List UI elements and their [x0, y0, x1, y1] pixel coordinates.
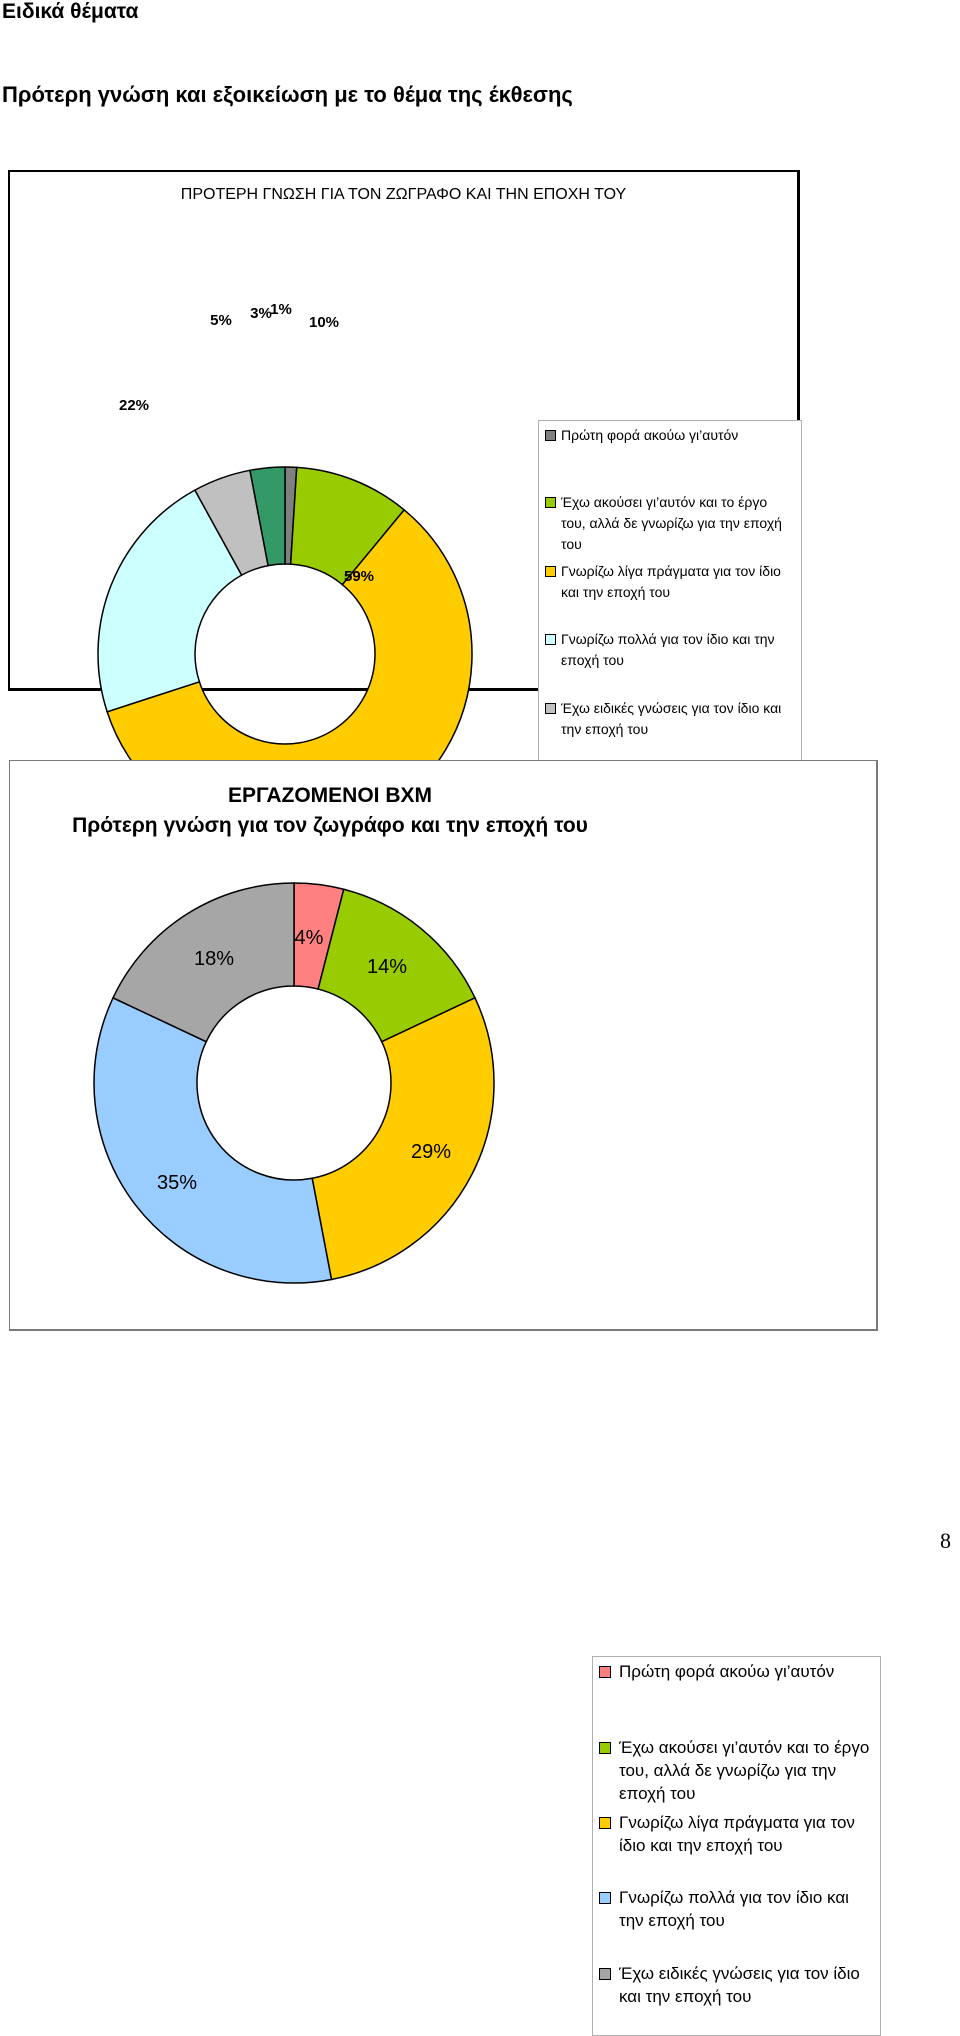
chart-1-data-label-6: 3% [250, 305, 272, 322]
chart-2-legend-label-4: Γνωρίζω πολλά για τον ίδιο και την εποχή του [619, 1888, 849, 1930]
chart-1-data-label-1: 1% [270, 301, 292, 318]
page-number: 8 [940, 1528, 951, 1553]
chart-2-legend-item-5 [599, 1962, 877, 2008]
chart-2-legend-swatch-5 [599, 1968, 611, 1980]
chart-1-data-label-3: 59% [343, 568, 375, 585]
chart-2-legend-label-1: Πρώτη φορά ακούω γι’αυτόν [619, 1662, 835, 1681]
chart-1-frame [8, 170, 800, 737]
chart-1-legend-item-2 [545, 492, 795, 555]
chart-2-legend-label-2: Έχω ακούσει γι’αυτόν και το έργο του, αλλά δε γνωρίζω για την εποχή του [619, 1738, 870, 1803]
chart-1-legend-label-4: Γνωρίζω πολλά για τον ίδιο και την εποχή του [561, 631, 775, 668]
chart-2-subtitle: Πρότερη γνώση για τον ζωγράφο και την εποχή του [72, 814, 588, 837]
chart-2-legend-label-3: Γνωρίζω λίγα πράγματα για τον ίδιο και την εποχή του [619, 1813, 855, 1855]
chart-2-frame [9, 760, 878, 2006]
chart-2-legend [592, 1656, 881, 2036]
chart-2-data-label-4: 35% [156, 1172, 198, 1194]
chart-2-slice-3 [312, 998, 494, 1280]
chart-1-legend-item-4 [545, 629, 795, 671]
chart-1-data-label-2: 10% [308, 314, 340, 331]
chart-1-legend-swatch-3 [545, 566, 556, 577]
chart-1-plot [10, 172, 530, 688]
chart-2-legend-item-1 [599, 1660, 877, 1683]
chart-2-legend-swatch-2 [599, 1742, 611, 1754]
chart-1-legend-item-5 [545, 698, 795, 740]
chart-2-data-label-2: 14% [366, 956, 408, 978]
section-title: Ειδικά θέματα [2, 0, 139, 23]
page-subtitle: Πρότερη γνώση και εξοικείωση με το θέμα της έκθεσης [2, 82, 573, 107]
chart-2-slice-4 [94, 998, 331, 1283]
chart-1-title: ΠΡΟΤΕΡΗ ΓΝΩΣΗ ΓΙΑ ΤΟΝ ΖΩΓΡΑΦΟ ΚΑΙ ΤΗΝ ΕΠΟΧΗ ΤΟΥ [180, 186, 627, 203]
chart-2-legend-item-3 [599, 1811, 877, 1857]
chart-2-legend-item-4 [599, 1886, 877, 1932]
chart-2-legend-swatch-1 [599, 1666, 611, 1678]
chart-2-data-label-1: 4% [294, 927, 324, 949]
chart-2-title: ΕΡΓΑΖΟΜΕΝΟΙ ΒΧΜ [227, 784, 432, 807]
chart-1-data-label-4: 22% [118, 397, 150, 414]
chart-1-legend-label-3: Γνωρίζω λίγα πράγματα για τον ίδιο και την εποχή του [561, 563, 781, 600]
chart-2-data-label-5: 18% [193, 948, 235, 970]
chart-1-legend-label-2: Έχω ακούσει γι’αυτόν και το έργο του, αλλά δε γνωρίζω για την εποχή του [561, 494, 782, 552]
chart-1-legend-swatch-2 [545, 497, 556, 508]
chart-1-legend-swatch-4 [545, 634, 556, 645]
chart-2-legend-label-5: Έχω ειδικές γνώσεις για τον ίδιο και την εποχή του [619, 1964, 860, 2006]
chart-1-legend-swatch-5 [545, 703, 556, 714]
chart-2-legend-swatch-3 [599, 1817, 611, 1829]
chart-1-legend-swatch-1 [545, 430, 556, 441]
chart-2-legend-item-2 [599, 1736, 877, 1805]
chart-2-legend-swatch-4 [599, 1892, 611, 1904]
chart-1-legend-item-1 [545, 425, 795, 446]
chart-2-data-label-3: 29% [410, 1141, 452, 1163]
chart-1-legend-label-1: Πρώτη φορά ακούω γι’αυτόν [561, 427, 739, 443]
chart-1-legend-label-5: Έχω ειδικές γνώσεις για τον ίδιο και την εποχή του [561, 700, 782, 737]
chart-2-plot [10, 761, 580, 1329]
chart-1-legend-item-3 [545, 561, 795, 603]
chart-1-data-label-5: 5% [210, 312, 232, 329]
